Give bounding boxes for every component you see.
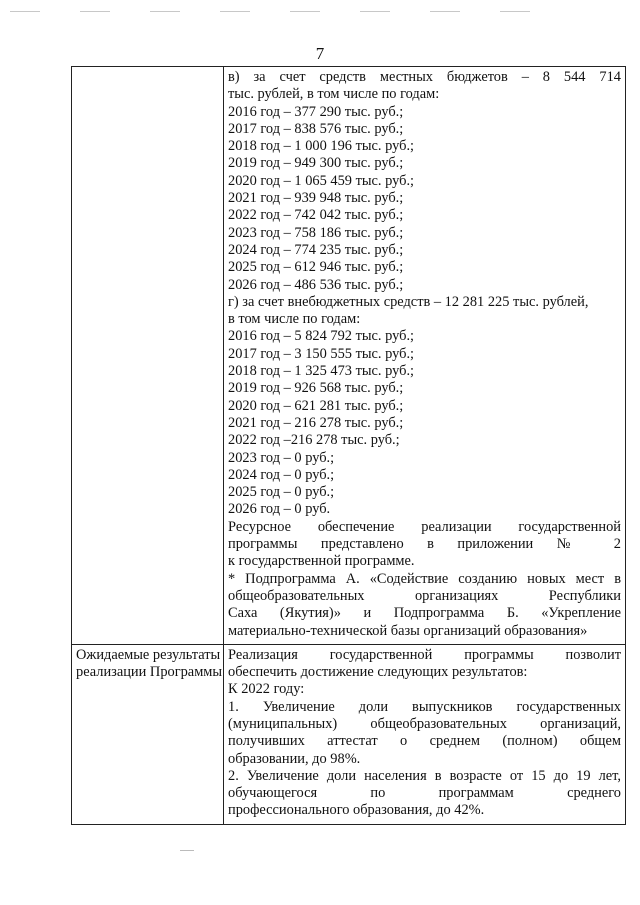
- local-budget-year: 2023 год – 758 186 тыс. руб.;: [228, 224, 404, 241]
- extrabudget-year: 2024 год – 0 руб.;: [228, 466, 335, 483]
- local-budget-heading-cont: тыс. рублей, в том числе по годам:: [228, 86, 440, 103]
- scan-artifact-bottom: [180, 850, 194, 851]
- extrabudget-heading-cont: в том числе по годам:: [228, 311, 361, 328]
- result-2-line: обучающегося по программам среднего: [228, 785, 621, 802]
- resource-note-line: к государственной программе.: [228, 553, 415, 570]
- local-budget-year: 2024 год – 774 235 тыс. руб.;: [228, 241, 404, 258]
- extrabudget-year: 2017 год – 3 150 555 тыс. руб.;: [228, 345, 415, 362]
- local-budget-year: 2016 год – 377 290 тыс. руб.;: [228, 103, 404, 120]
- scan-artifact-top: [10, 11, 530, 12]
- local-budget-heading: в) за счет средств местных бюджетов – 8 544 714: [228, 69, 621, 85]
- subprogram-note-line: * Подпрограмма А. «Содействие созданию новых мест в: [228, 570, 621, 587]
- results-intro-line: Реализация государственной программы позволит: [228, 646, 621, 663]
- funding-cell: [224, 67, 626, 645]
- extrabudget-year: 2022 год –216 278 тыс. руб.;: [228, 432, 400, 449]
- extrabudget-heading: г) за счет внебюджетных средств – 12 281 225 тыс. рублей,: [228, 293, 589, 310]
- expected-results-label: [72, 644, 224, 824]
- expected-results-cell: [224, 644, 626, 824]
- extrabudget-year: 2016 год – 5 824 792 тыс. руб.;: [228, 328, 415, 345]
- table-row-funding: [72, 67, 626, 645]
- subprogram-note-line: общеобразовательных организациях Республики: [228, 587, 621, 604]
- result-1-line: образовании, до 98%.: [228, 750, 361, 767]
- result-2-line: 2. Увеличение доли населения в возрасте от 15 до 19 лет,: [228, 767, 621, 784]
- extrabudget-year: 2018 год – 1 325 473 тыс. руб.;: [228, 363, 415, 380]
- results-intro-line: обеспечить достижение следующих результатов:: [228, 664, 528, 681]
- local-budget-year: 2026 год – 486 536 тыс. руб.;: [228, 276, 404, 293]
- row-label-empty: [72, 67, 224, 645]
- resource-note-line: программы представлено в приложении № 2: [228, 536, 621, 553]
- page-number: 7: [315, 44, 325, 63]
- results-intro-line: К 2022 году:: [228, 681, 305, 698]
- table-row-expected-results: [72, 644, 626, 824]
- extrabudget-year: 2020 год – 621 281 тыс. руб.;: [228, 397, 404, 414]
- extrabudget-year: 2026 год – 0 руб.: [228, 501, 331, 518]
- local-budget-year: 2025 год – 612 946 тыс. руб.;: [228, 259, 404, 276]
- extrabudget-year: 2023 год – 0 руб.;: [228, 449, 335, 466]
- local-budget-year: 2017 год – 838 576 тыс. руб.;: [228, 120, 404, 137]
- local-budget-year: 2020 год – 1 065 459 тыс. руб.;: [228, 172, 415, 189]
- label-line: реализации Программы: [76, 664, 223, 681]
- subprogram-note-line: Саха (Якутия)» и Подпрограмма Б. «Укрепление: [228, 605, 621, 622]
- extrabudget-year: 2021 год – 216 278 тыс. руб.;: [228, 414, 404, 431]
- local-budget-year: 2018 год – 1 000 196 тыс. руб.;: [228, 138, 415, 155]
- label-line: Ожидаемые результаты: [76, 646, 221, 663]
- local-budget-year: 2021 год – 939 948 тыс. руб.;: [228, 190, 404, 207]
- extrabudget-year: 2025 год – 0 руб.;: [228, 484, 335, 501]
- result-2-line: профессионального образования, до 42%.: [228, 802, 485, 819]
- program-passport-table: [71, 66, 626, 825]
- local-budget-year: 2019 год – 949 300 тыс. руб.;: [228, 155, 404, 172]
- result-1-line: (муниципальных) общеобразовательных организаций,: [228, 715, 621, 732]
- extrabudget-year: 2019 год – 926 568 тыс. руб.;: [228, 380, 404, 397]
- resource-note-line: Ресурсное обеспечение реализации государственной: [228, 518, 621, 535]
- result-1-line: 1. Увеличение доли выпускников государственных: [228, 698, 621, 715]
- local-budget-year: 2022 год – 742 042 тыс. руб.;: [228, 207, 404, 224]
- result-1-line: получивших аттестат о среднем (полном) общем: [228, 733, 621, 750]
- subprogram-note-line: материально-технической базы организаций образования»: [228, 622, 588, 639]
